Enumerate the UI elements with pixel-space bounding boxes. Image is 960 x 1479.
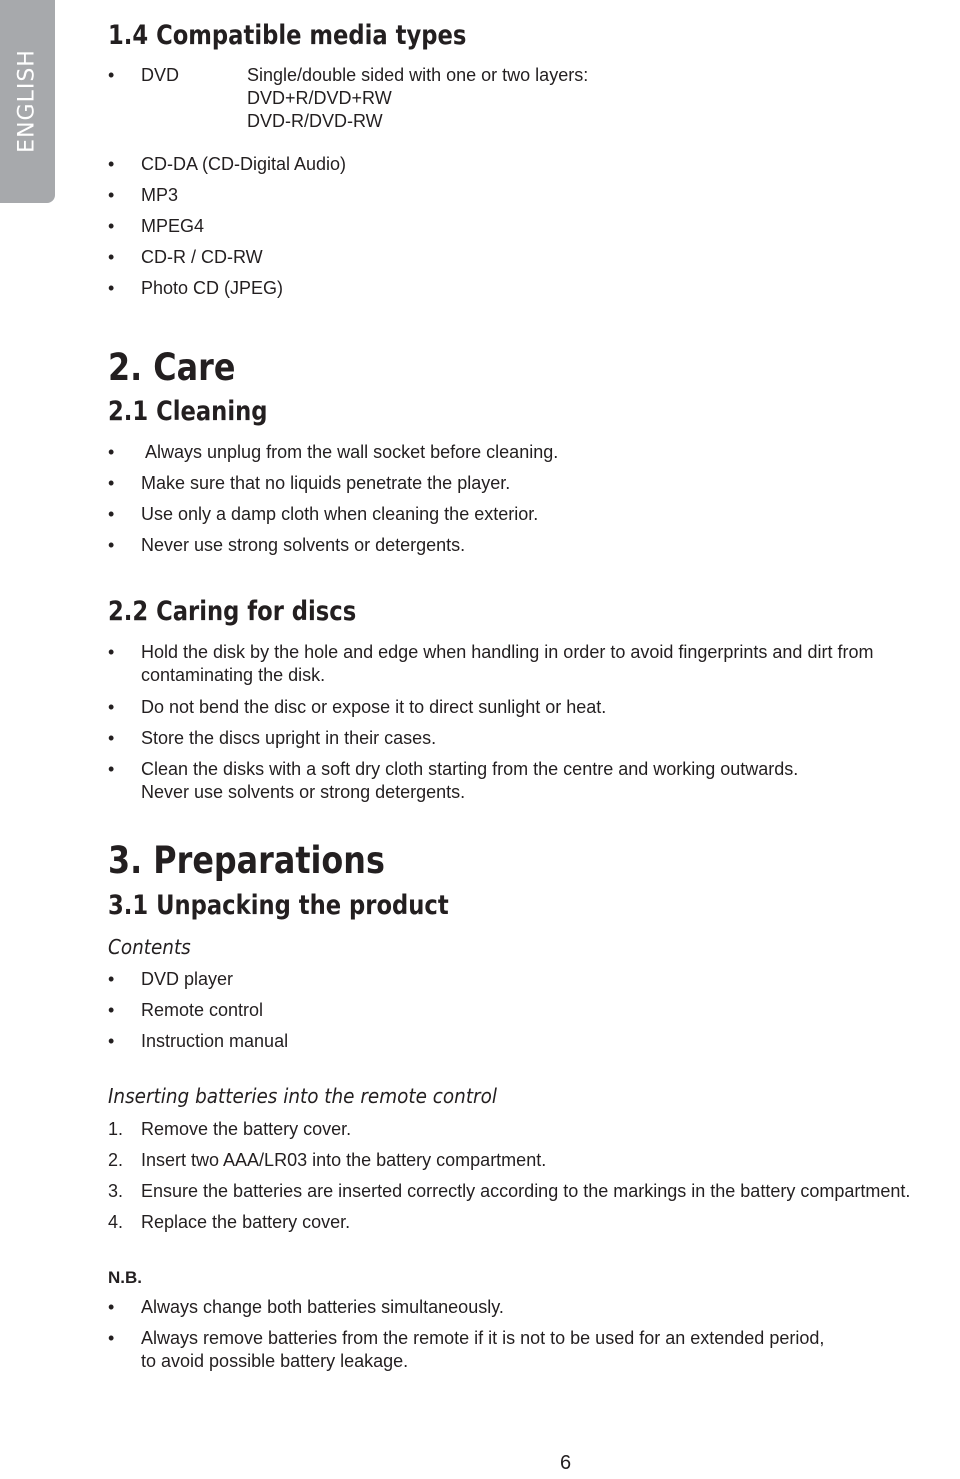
list-item [108,534,960,565]
list-item-line: Always change both batteries simultaneously. [141,1297,504,1317]
language-tab-label: ENGLISH [14,49,40,153]
media-types-list [108,64,960,308]
bullet: • [108,216,115,236]
media-desc-line: DVD+R/DVD+RW [247,88,392,108]
list-item [108,277,960,308]
list-item-text: MP3 [141,185,179,205]
step-number: 3. [108,1181,124,1201]
media-term: DVD [141,65,180,85]
list-item-text: Never use strong solvents or detergents. [141,535,466,555]
list-item [108,184,960,215]
bullet: • [108,442,115,462]
list-item-text: CD-DA (CD-Digital Audio) [141,154,347,174]
heading-unpacking: 3.1 Unpacking the product [108,890,449,921]
list-item-line: contaminating the disk. [141,665,326,685]
bullet: • [108,185,115,205]
step-item [108,1180,960,1211]
contents-label: Contents [108,935,191,959]
list-item [108,441,960,472]
list-item-text: Photo CD (JPEG) [141,278,284,298]
list-item-text: DVD player [141,969,234,989]
list-item-text: Instruction manual [141,1031,289,1051]
list-item [108,64,960,153]
bullet: • [108,728,115,748]
list-item-line: Always remove batteries from the remote if it is not to be used for an extended period, [141,1328,825,1348]
heading-care: 2. Care [108,346,236,389]
step-item [108,1211,960,1242]
list-item [108,215,960,246]
list-item-line: Do not bend the disc or expose it to direct sunlight or heat. [141,697,607,717]
list-item [108,1327,960,1382]
list-item-text: Use only a damp cloth when cleaning the exterior. [141,504,539,524]
bullet: • [108,504,115,524]
list-item [108,758,960,813]
list-item [108,999,960,1030]
step-item [108,1149,960,1180]
page-number: 6 [560,1452,572,1474]
batteries-label: Inserting batteries into the remote control [108,1084,497,1108]
bullet: • [108,154,115,174]
list-item-line: to avoid possible battery leakage. [141,1351,409,1371]
step-text: Insert two AAA/LR03 into the battery compartment. [141,1150,547,1170]
heading-cleaning: 2.1 Cleaning [108,396,268,427]
bullet: • [108,473,115,493]
list-item [108,1030,960,1061]
bullet: • [108,535,115,555]
list-item [108,1296,960,1327]
list-item-line: Hold the disk by the hole and edge when handling in order to avoid fingerprints and dirt from [141,642,874,662]
list-item [108,153,960,184]
step-number: 2. [108,1150,124,1170]
step-item [108,1118,960,1149]
bullet: • [108,1297,115,1317]
bullet: • [108,969,115,989]
bullet: • [108,759,115,779]
list-item [108,696,960,727]
list-item [108,968,960,999]
bullet: • [108,1328,115,1348]
contents-list [108,968,960,1061]
media-desc-line: DVD-R/DVD-RW [247,111,383,131]
step-text: Remove the battery cover. [141,1119,352,1139]
heading-caring-for-discs: 2.2 Caring for discs [108,596,357,627]
language-tab [0,0,55,203]
list-item [108,246,960,277]
media-desc-line: Single/double sided with one or two layers: [247,65,589,85]
discs-list [108,641,960,813]
bullet: • [108,697,115,717]
list-item-text: CD-R / CD-RW [141,247,263,267]
bullet: • [108,65,115,85]
step-number: 1. [108,1119,124,1139]
list-item [108,503,960,534]
cleaning-list [108,441,960,565]
step-text: Replace the battery cover. [141,1212,351,1232]
list-item [108,641,960,696]
step-text: Ensure the batteries are inserted correctly according to the markings in the battery compartment. [141,1181,911,1201]
list-item-line: Store the discs upright in their cases. [141,728,437,748]
list-item-text: MPEG4 [141,216,205,236]
heading-compatible-media: 1.4 Compatible media types [108,20,467,51]
step-number: 4. [108,1212,124,1232]
list-item-text: Remote control [141,1000,264,1020]
bullet: • [108,642,115,662]
list-item-line: Never use solvents or strong detergents. [141,782,466,802]
bullet: • [108,1000,115,1020]
nb-list [108,1296,960,1382]
bullet: • [108,247,115,267]
bullet: • [108,1031,115,1051]
battery-steps-list [108,1118,960,1242]
list-item [108,472,960,503]
list-item-text: Make sure that no liquids penetrate the player. [141,473,511,493]
heading-preparations: 3. Preparations [108,839,385,882]
list-item [108,727,960,758]
bullet: • [108,278,115,298]
list-item-line: Clean the disks with a soft dry cloth starting from the centre and working outwards. [141,759,799,779]
nb-label: N.B. [108,1268,142,1287]
list-item-text: Always unplug from the wall socket before cleaning. [141,442,559,462]
